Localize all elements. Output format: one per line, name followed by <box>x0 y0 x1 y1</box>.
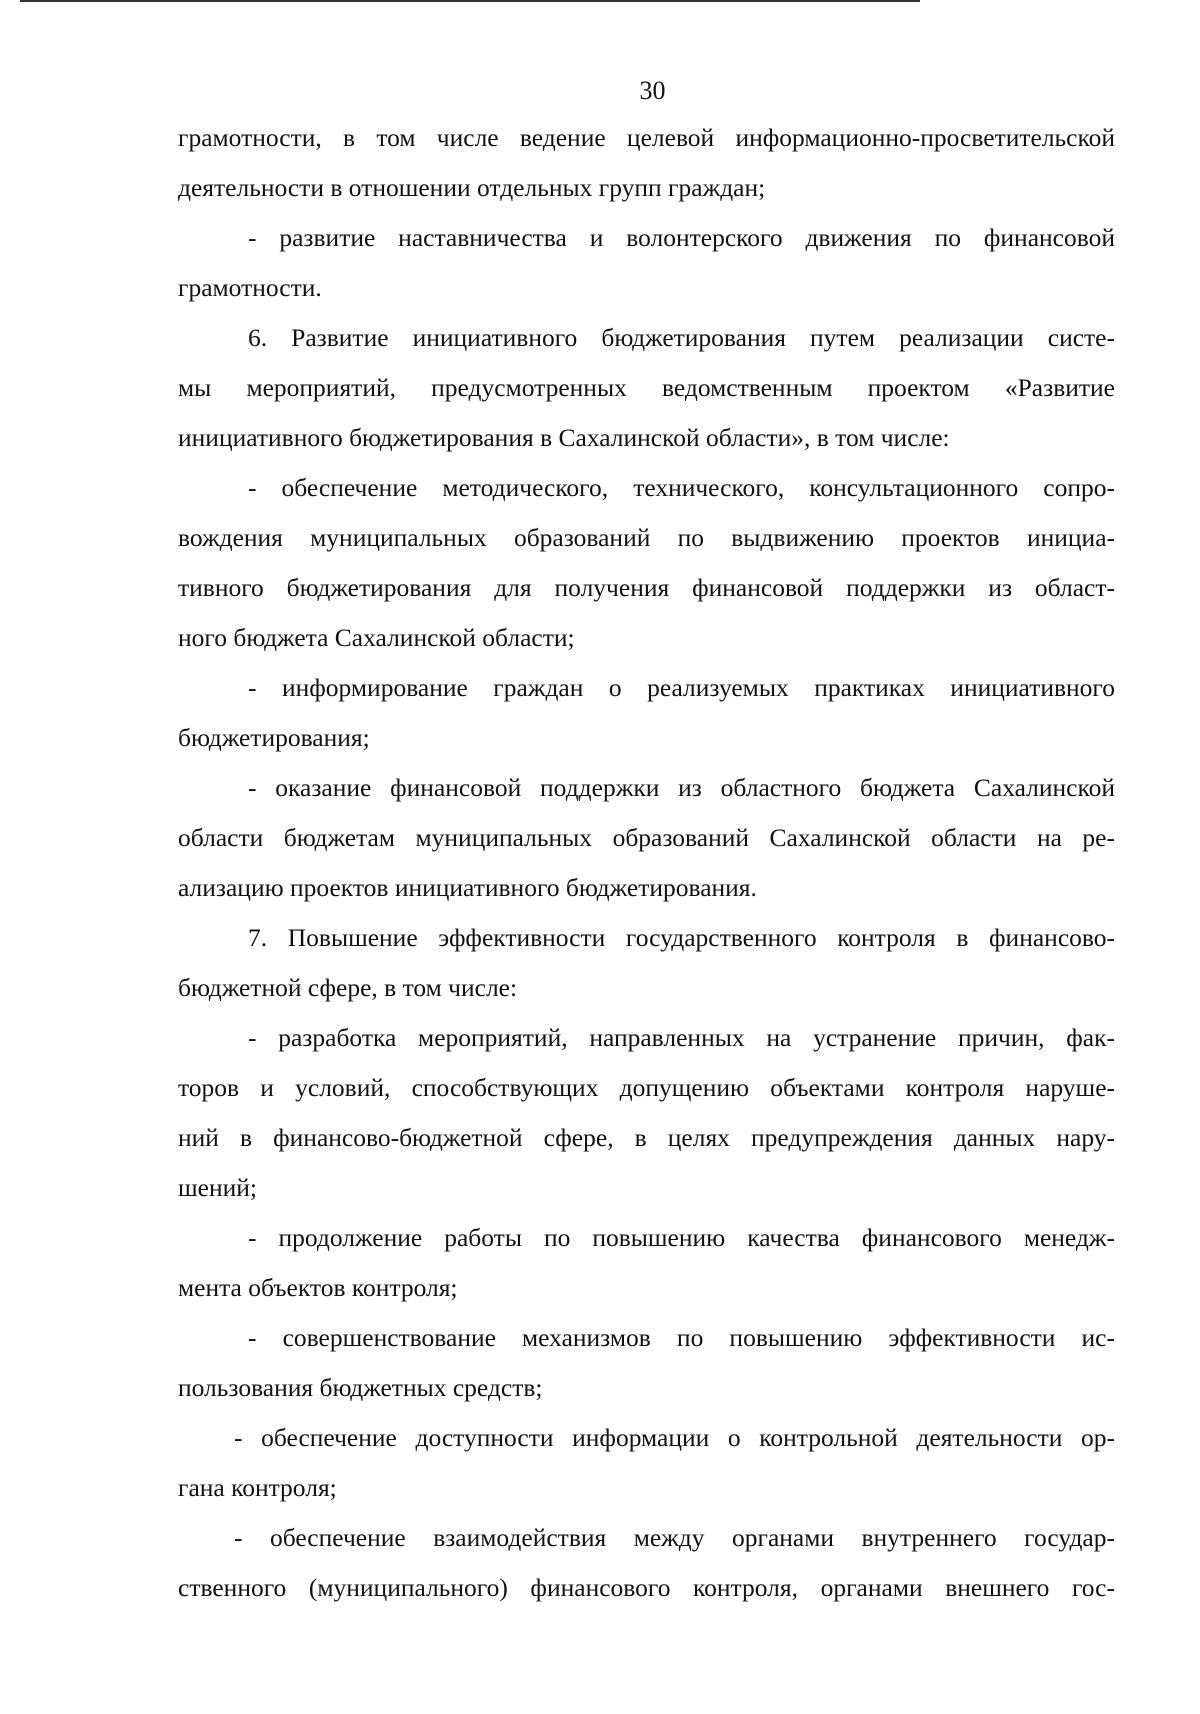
text-line: - информирование граждан о реализуемых практиках инициативного <box>248 673 1115 702</box>
text-line: - обеспечение доступности информации о контрольной деятельности ор- <box>234 1423 1115 1452</box>
text-line: деятельности в отношении отдельных групп граждан; <box>178 173 766 202</box>
text-line: - совершенствование механизмов по повышению эффективности ис- <box>248 1323 1115 1352</box>
text-line: ного бюджета Сахалинской области; <box>178 623 575 652</box>
text-line: тивного бюджетирования для получения финансовой поддержки из област- <box>178 573 1115 602</box>
text-line: торов и условий, способствующих допущению объектами контроля наруше- <box>178 1073 1115 1102</box>
text-line: бюджетной сфере, в том числе: <box>178 973 518 1002</box>
text-line: мента объектов контроля; <box>178 1273 458 1302</box>
text-line: вождения муниципальных образований по выдвижению проектов инициа- <box>178 523 1115 552</box>
text-line: грамотности. <box>178 273 322 302</box>
text-line: инициативного бюджетирования в Сахалинской области», в том числе: <box>178 423 950 452</box>
text-line: шений; <box>178 1173 257 1202</box>
text-line: бюджетирования; <box>178 723 370 752</box>
top-rule <box>20 0 920 2</box>
text-line: мы мероприятий, предусмотренных ведомственным проектом «Развитие <box>178 373 1115 402</box>
text-line: ний в финансово-бюджетной сфере, в целях предупреждения данных нару- <box>178 1123 1115 1152</box>
text-line: пользования бюджетных средств; <box>178 1373 543 1402</box>
text-line: - оказание финансовой поддержки из областного бюджета Сахалинской <box>248 773 1115 802</box>
text-line: ственного (муниципального) финансового контроля, органами внешнего гос- <box>178 1573 1115 1602</box>
text-line: ализацию проектов инициативного бюджетирования. <box>178 873 757 902</box>
text-line: - развитие наставничества и волонтерского движения по финансовой <box>248 223 1115 252</box>
text-line: гана контроля; <box>178 1473 337 1502</box>
text-line: - обеспечение методического, технического, консультационного сопро- <box>248 473 1115 502</box>
text-line: области бюджетам муниципальных образований Сахалинской области на ре- <box>178 823 1115 852</box>
page-number: 30 <box>639 76 666 105</box>
text-line: - обеспечение взаимодействия между органами внутреннего государ- <box>234 1523 1115 1552</box>
body-text <box>178 120 1115 1620</box>
text-line: грамотности, в том числе ведение целевой информационно-просветительской <box>178 123 1115 152</box>
text-line: 6. Развитие инициативного бюджетирования путем реализации систе- <box>248 323 1115 352</box>
text-line: 7. Повышение эффективности государственного контроля в финансово- <box>248 923 1115 952</box>
text-line: - продолжение работы по повышению качества финансового менедж- <box>248 1223 1115 1252</box>
text-line: - разработка мероприятий, направленных на устранение причин, фак- <box>248 1023 1115 1052</box>
